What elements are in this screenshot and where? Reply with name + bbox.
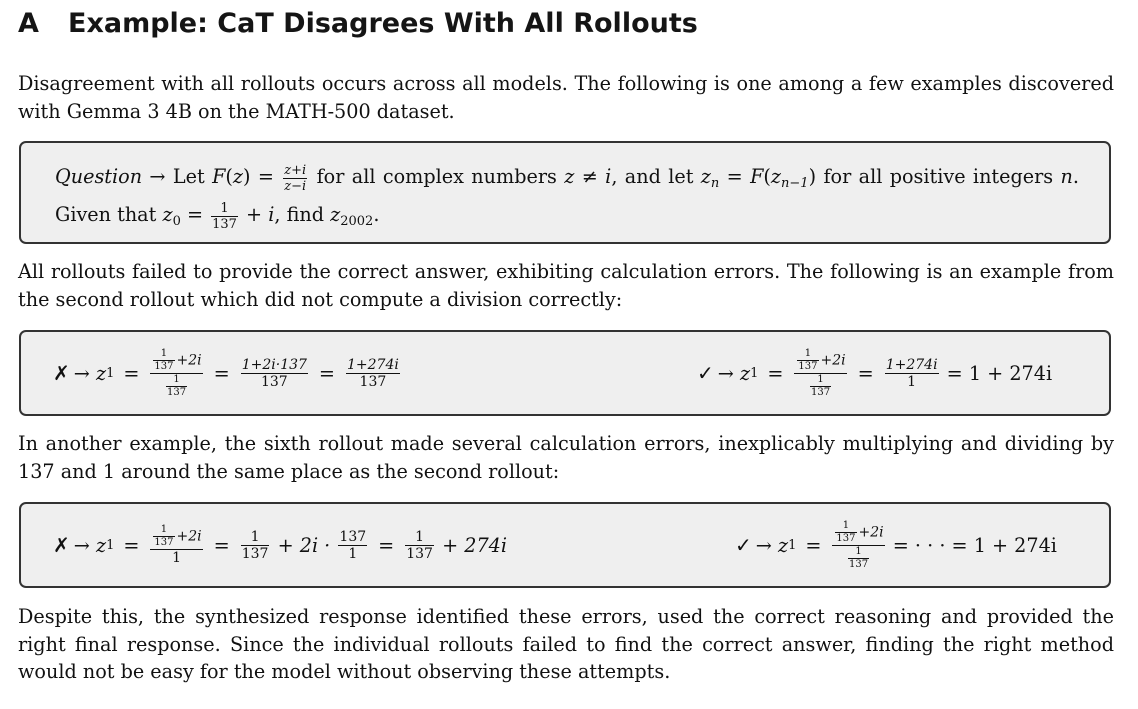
question-text-1: Let [172,165,205,188]
section-heading [18,8,698,39]
fraction-1-137: $\frac{1}{137}$ [406,528,433,562]
arrow: → [73,361,90,385]
check-icon: ✓ [735,533,752,557]
question-arrow: → [149,165,166,188]
right-equation-1: ✓ → z 1 = $\frac{1}{137}$ +2i $\frac{1}{137}$ = $\frac{1+274i}{1}$ = 1 + 274i [697,347,1053,398]
question-text-7: . [373,203,380,226]
section-number: A [18,8,39,39]
wrong-equation-1: ✗ → z 1 = $\frac{1}{137}$ +2i $\frac{1}{137}$ = $\frac{1+2i\cdot 137}{137}$ = $\frac{1+274i}{137}$ [53,347,399,398]
result-text: = 1 + 274i [946,361,1053,385]
cross-icon: ✗ [53,533,70,557]
fraction-result: $\frac{1+274i}{1}$ [885,356,938,390]
check-icon: ✓ [697,361,714,385]
fraction-compound: $\frac{1}{137}$ +2i 1 [150,525,202,565]
fraction-step-2: $\frac{1+274i}{137}$ [347,356,399,390]
question-text: Question → Let F(z) = $\frac{z+i}{z-i}$ for all complex numbers z ≠ i, and let $z_n = F(z_{n-1})$ for all positive integers n. Given that $z_0$ = $\frac{1}{137}$ + i, find $z_{2002}$. [55,162,1079,232]
result-text: = · · · = 1 + 274i [892,533,1057,557]
fraction-compound: $\frac{1}{137}$ +2i $\frac{1}{137}$ [150,349,202,398]
question-text-3: , and let [611,165,694,188]
section-title: Example: CaT Disagrees With All Rollouts [68,8,698,39]
question-box [19,141,1111,244]
paragraph-conclusion: Despite this, the synthesized response identified these errors, used the correct reasoning and provided the right final response. Since the individual rollouts failed to find the correct answer, finding the right method would not be easy for the model without observing these attempts. [18,605,1114,683]
paragraph-rollouts: All rollouts failed to provide the correct answer, exhibiting calculation errors. The following is an example from the second rollout which did not compute a division correctly: [18,260,1114,311]
fraction-137-1: $\frac{137}{1}$ [339,528,367,562]
paragraph-intro: Disagreement with all rollouts occurs across all models. The following is one among a few examples discovered with Gemma 3 4B on the MATH-500 dataset. [18,72,1114,123]
term-274i: + 274i [442,533,507,557]
fraction-compound: $\frac{1}{137}$ +2i $\frac{1}{137}$ [794,349,846,398]
term-2i: + 2i · [277,533,331,557]
question-text-5: . Given that [55,165,1079,226]
question-text-6: , find [274,203,325,226]
cross-icon: ✗ [53,361,70,385]
rollout-2-box [19,330,1111,416]
question-label: Question [55,165,143,188]
right-equation-2: ✓ → z 1 = $\frac{1}{137}$ +2i $\frac{1}{137}$ = · · · = 1 + 274i [735,519,1057,570]
fraction-step-1: $\frac{1+2i\cdot 137}{137}$ [241,356,307,390]
question-text-4: for all positive integers [823,165,1054,188]
rollout-6-box [19,502,1111,588]
paragraph-sixth-rollout: In another example, the sixth rollout made several calculation errors, inexplicably multiplying and dividing by 137 and 1 around the same place as the second rollout: [18,432,1114,483]
fraction-compound: $\frac{1}{137}$ +2i $\frac{1}{137}$ [832,521,884,570]
wrong-equation-2: ✗ → z 1 = $\frac{1}{137}$ +2i 1 = $\frac{1}{137}$ + 2i · $\frac{137}{1}$ = $\frac{1}{137}$ + 274i [53,524,507,566]
math-F: F [212,165,226,188]
fraction-1-137: $\frac{1}{137}$ [241,528,269,562]
question-text-2: for all complex numbers [316,165,557,188]
fraction-zi: $\frac{z+i}{z-i}$ [284,162,307,194]
fraction-1-137: $\frac{1}{137}$ [212,200,237,232]
